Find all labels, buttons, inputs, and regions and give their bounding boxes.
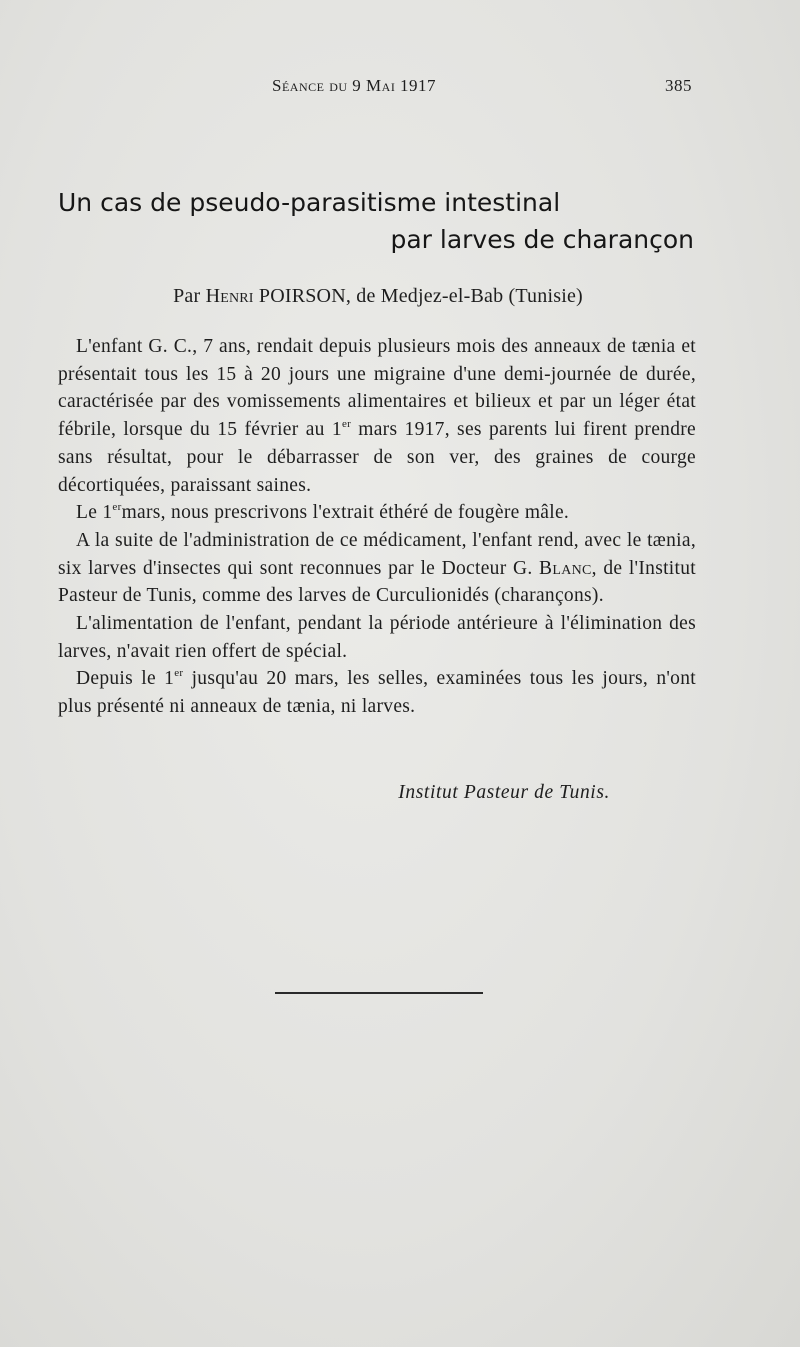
paragraph-1-text-b: mars 1917, ses parents lui firent prendre sans résultat, pour le débarrasser de son ver, des graines de courge décortiquées, paraissant saines.	[58, 419, 696, 496]
article-body	[58, 333, 696, 721]
page-number: 385	[665, 76, 692, 95]
author-byline	[60, 283, 696, 309]
paragraph-1	[58, 333, 696, 499]
author-last-name: POIRSON	[253, 285, 346, 307]
paragraph-2-text-b: mars, nous prescrivons l'extrait éthéré de fougère mâle.	[121, 502, 570, 524]
paragraph-3	[58, 527, 696, 610]
author-affiliation: , de Medjez-el-Bab (Tunisie)	[345, 285, 583, 307]
cited-name: Blanc	[539, 557, 592, 579]
institution-signature: Institut Pasteur de Tunis.	[398, 782, 610, 803]
paragraph-5	[58, 665, 696, 720]
ordinal-superscript: er	[174, 666, 184, 679]
running-head	[0, 76, 800, 100]
paragraph-4: L'alimentation de l'enfant, pendant la période antérieure à l'élimination des larves, n'avait rien offert de spécial.	[58, 613, 696, 662]
running-head-title: Séance du 9 Mai 1917	[272, 76, 437, 95]
article-title-line-2: par larves de charançon	[390, 225, 694, 254]
end-of-article-rule	[275, 992, 483, 994]
ordinal-superscript: er	[112, 500, 122, 513]
paragraph-5-text-b: jusqu'au 20 mars, les selles, examinées tous les jours, n'ont plus présenté ni anneaux de tænia, ni larves.	[58, 668, 696, 718]
paragraph-5-text-a: Depuis le 1	[76, 668, 175, 690]
byline-prefix: Par	[173, 285, 206, 307]
paragraph-1-text-a: L'enfant G. C., 7 ans, rendait depuis plusieurs mois des anneaux de tænia et présentait tous les 15 à 20 jours une migraine d'une demi-journée de durée, caractérisée par des vomissements alimentaires et bilieux et par un léger état fébrile, lorsque du 15 février au 1	[58, 336, 696, 441]
paragraph-3-text-b: , de l'Institut Pasteur de Tunis, comme des larves de Curculionidés (charançons).	[58, 557, 697, 607]
article-title-line-1: Un cas de pseudo-parasitisme intestinal	[58, 188, 561, 217]
ordinal-superscript: er	[341, 417, 352, 430]
author-first-name: Henri	[205, 285, 254, 307]
article-title	[58, 184, 694, 258]
paragraph-3-text-a: A la suite de l'administration de ce médicament, l'enfant rend, avec le tænia, six larves d'insectes qui sont reconnues par le Docteur G.	[58, 529, 696, 579]
paragraph-2-text-a: Le 1	[76, 502, 113, 524]
paragraph-2	[58, 499, 696, 527]
